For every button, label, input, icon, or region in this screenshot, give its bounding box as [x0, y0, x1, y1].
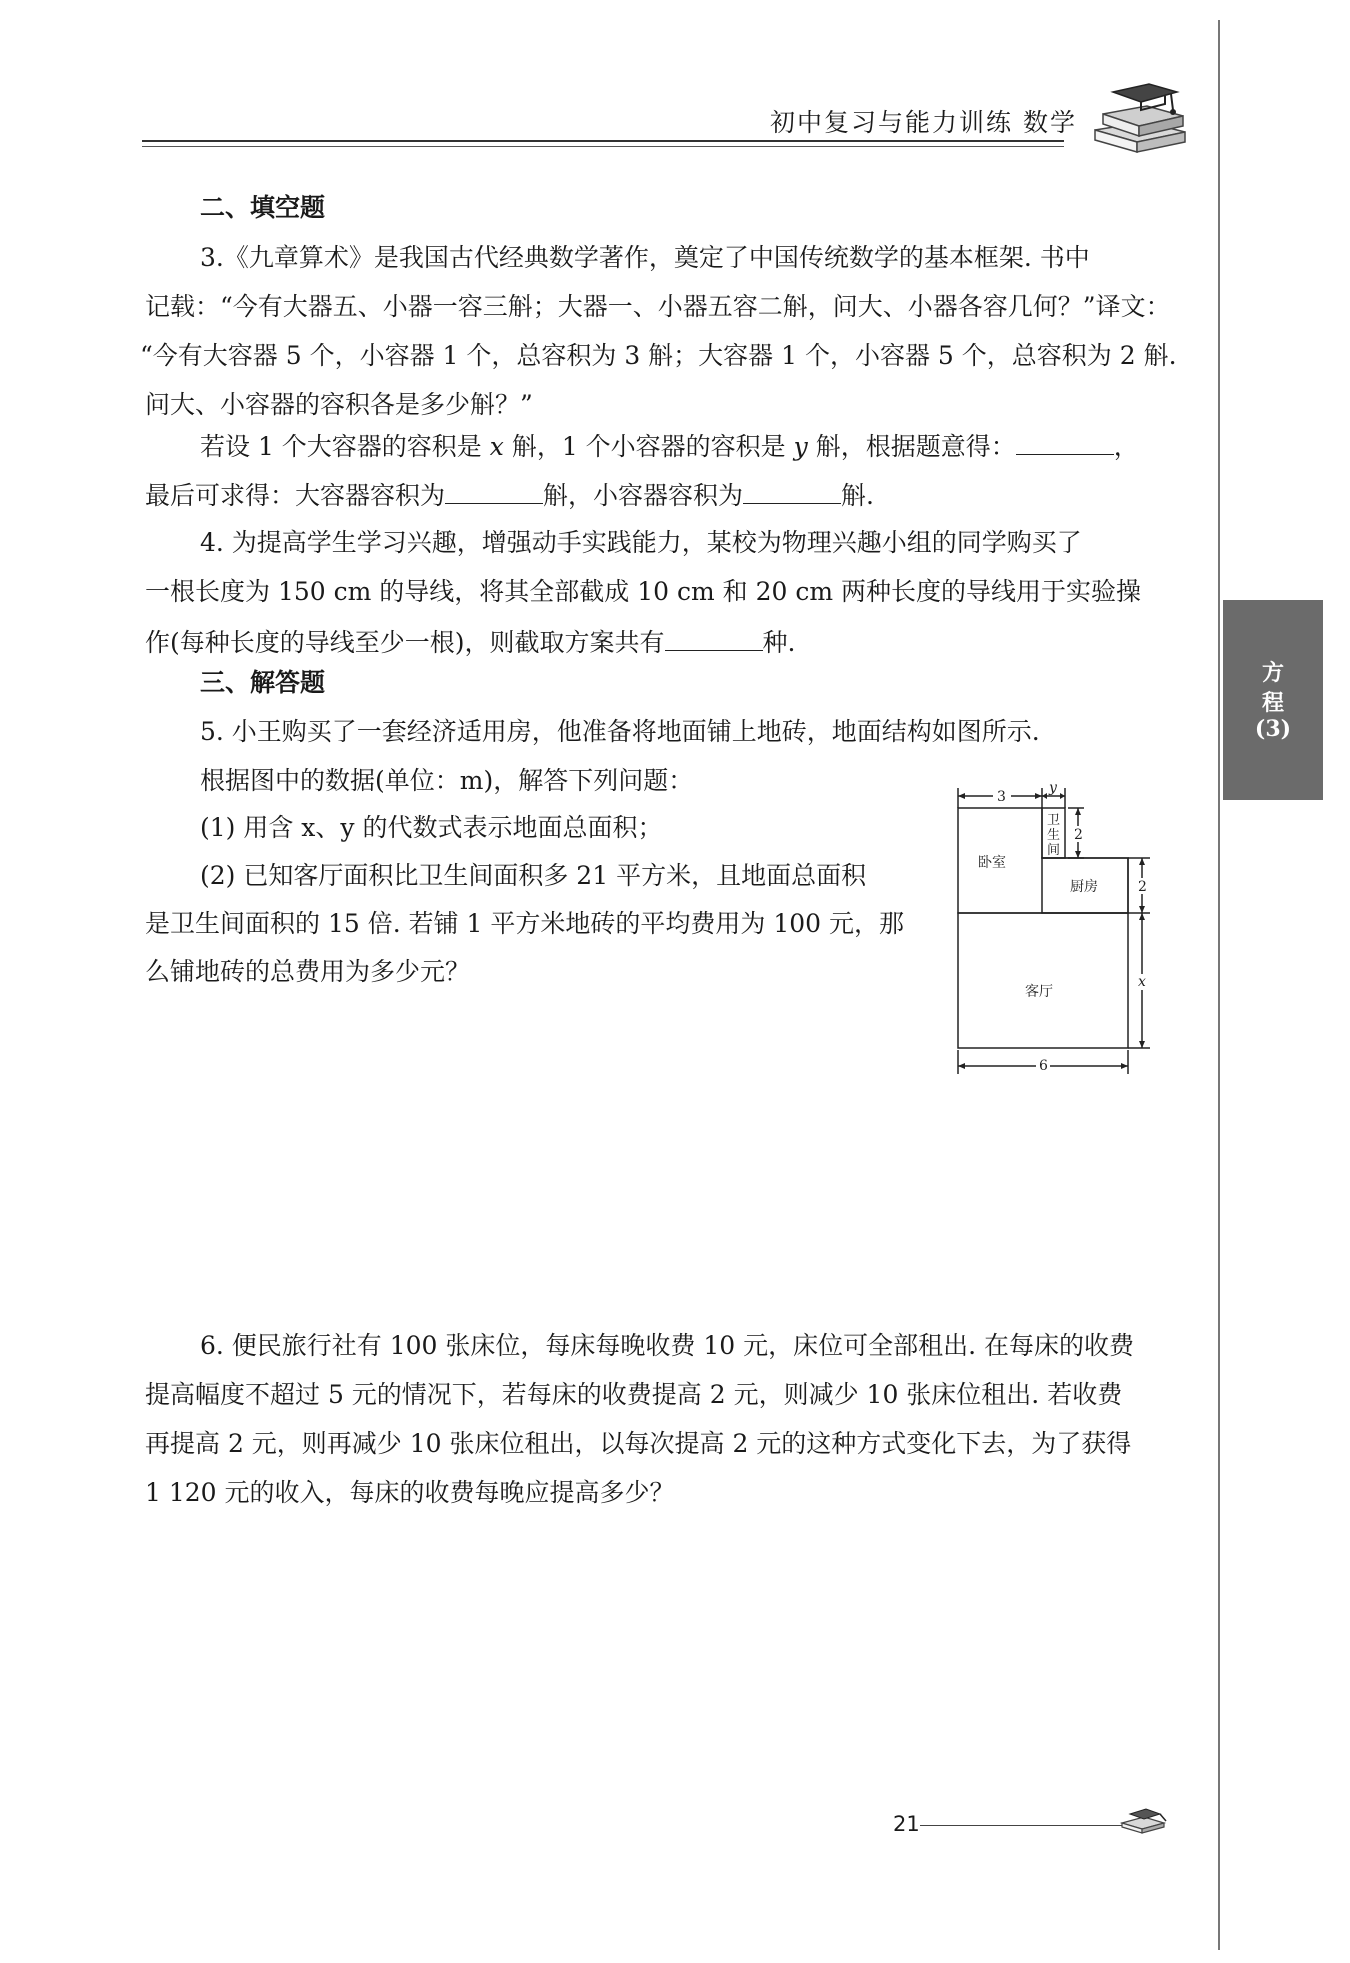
- q3-text: 最后可求得：大容器容积为: [145, 481, 446, 510]
- bathroom-label-1: 卫: [1047, 813, 1061, 828]
- bedroom-label: 卧室: [978, 855, 1006, 871]
- answer-blank[interactable]: [1016, 432, 1114, 455]
- q4-text: 种.: [762, 628, 796, 657]
- q4-line-1: 4. 为提高学生学习兴趣，增强动手实践能力，某校为物理兴趣小组的同学购买了: [200, 528, 1082, 557]
- footer-books-icon: [1118, 1805, 1170, 1835]
- dim-label-x: x: [1138, 974, 1146, 990]
- q3-text: 斛，根据题意得：: [815, 432, 1016, 461]
- side-tab-char-3: (3): [1254, 716, 1292, 742]
- side-tab-char-2: 程: [1261, 690, 1284, 716]
- chapter-side-tab: [1223, 600, 1323, 800]
- q3-text: 斛，1 个小容器的容积是: [511, 432, 786, 461]
- q5-line-2: 根据图中的数据(单位：m)，解答下列问题：: [200, 766, 694, 795]
- dim-label-3: 3: [997, 789, 1006, 805]
- floor-plan-figure: [950, 778, 1170, 1080]
- q3-text: 斛.: [841, 481, 874, 510]
- q3-line-4: 问大、小容器的容积各是多少斛？”: [145, 390, 533, 419]
- page-number: 21: [893, 1812, 920, 1836]
- var-y: y: [793, 432, 808, 461]
- q5-line-4: (2) 已知客厅面积比卫生间面积多 21 平方米，且地面总面积: [200, 861, 867, 890]
- q3-text: 斛，小容器容积为: [543, 481, 744, 510]
- dim-label-bath-2: 2: [1074, 827, 1083, 843]
- q5-line-6: 么铺地砖的总费用为多少元？: [145, 957, 471, 986]
- answer-blank[interactable]: [665, 628, 763, 651]
- books-icon: [1085, 70, 1195, 160]
- q3-line-5: [200, 432, 1139, 459]
- q3-text: ，: [1113, 432, 1139, 461]
- answer-blank[interactable]: [743, 481, 841, 504]
- header-title: 初中复习与能力训练 数学: [770, 108, 1077, 137]
- dim-label-kitchen-2: 2: [1138, 879, 1147, 895]
- margin-line: [1218, 20, 1220, 1950]
- q4-line-2: 一根长度为 150 cm 的导线，将其全部截成 10 cm 和 20 cm 两种长度的导线用于实验操: [145, 577, 1141, 606]
- q4-line-3: [145, 628, 795, 655]
- q4-text: 作(每种长度的导线至少一根)，则截取方案共有: [145, 628, 665, 657]
- header-rule: [142, 140, 1064, 142]
- section-heading-fill-blank: 二、填空题: [200, 193, 326, 222]
- dim-label-y: y: [1049, 780, 1057, 796]
- q3-text: 若设 1 个大容器的容积是: [200, 432, 482, 461]
- footer-rule: [920, 1825, 1122, 1826]
- q6-line-3: 再提高 2 元，则再减少 10 张床位租出，以每次提高 2 元的这种方式变化下去，为了获得: [145, 1429, 1132, 1458]
- q6-line-1: 6. 便民旅行社有 100 张床位，每床每晚收费 10 元，床位可全部租出. 在每床的收费: [200, 1331, 1135, 1360]
- q6-line-2: 提高幅度不超过 5 元的情况下，若每床的收费提高 2 元，则减少 10 张床位租出. 若收费: [145, 1380, 1123, 1409]
- q5-line-5: 是卫生间面积的 15 倍. 若铺 1 平方米地砖的平均费用为 100 元，那: [145, 909, 905, 938]
- kitchen-label: 厨房: [1070, 879, 1098, 895]
- living-room-outline: [958, 913, 1128, 1048]
- section-heading-solve: 三、解答题: [200, 668, 326, 697]
- header-rule-thin: [142, 146, 1064, 147]
- answer-blank[interactable]: [445, 481, 543, 504]
- q3-line-6: [145, 481, 874, 508]
- bathroom-label-2: 生: [1047, 828, 1061, 843]
- side-tab-char-1: 方: [1261, 660, 1284, 686]
- living-room-label: 客厅: [1025, 984, 1053, 1000]
- dim-label-6: 6: [1039, 1058, 1048, 1074]
- q3-line-2: 记载：“今有大器五、小器一容三斛；大器一、小器五容二斛，问大、小器各容几何？”译文：: [145, 292, 1171, 321]
- q5-line-1: 5. 小王购买了一套经济适用房，他准备将地面铺上地砖，地面结构如图所示.: [200, 717, 1040, 746]
- q3-line-1: 3.《九章算术》是我国古代经典数学著作，奠定了中国传统数学的基本框架. 书中: [200, 243, 1090, 272]
- q6-line-4: 1 120 元的收入，每床的收费每晚应提高多少？: [145, 1478, 675, 1507]
- var-x: x: [489, 432, 504, 461]
- q3-line-3: “今有大容器 5 个，小容器 1 个，总容积为 3 斛；大容器 1 个，小容器 5 个，总容积为 2 斛.: [140, 341, 1177, 370]
- bathroom-label-3: 间: [1047, 843, 1061, 858]
- q5-line-3: (1) 用含 x、y 的代数式表示地面总面积；: [200, 813, 663, 842]
